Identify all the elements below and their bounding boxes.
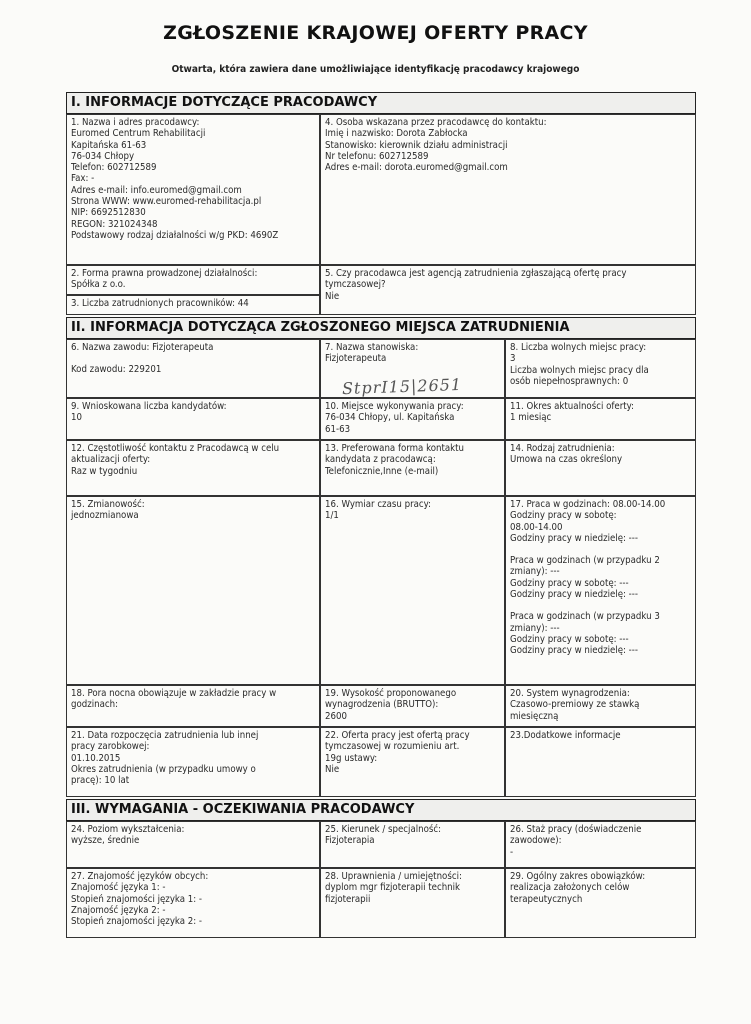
field-value-line: wynagrodzenia (BRUTTO): xyxy=(325,699,439,711)
field-value-line: dyplom mgr fizjoterapii technik xyxy=(325,882,461,894)
field-label: 23.Dodatkowe informacje xyxy=(510,730,621,741)
field-label: 11. Okres aktualności oferty: xyxy=(510,401,634,412)
field-15-shifts xyxy=(66,496,320,685)
field-value-line xyxy=(510,544,691,555)
field-value-line: 01.10.2015 xyxy=(71,752,121,764)
field-label: 12. Częstotliwość kontaktu z Pracodawcą w celu xyxy=(71,443,280,454)
field-value-line: Okres zatrudnienia (w przypadku umowy o xyxy=(71,763,256,775)
field-label: 28. Uprawnienia / umiejętności: xyxy=(325,871,462,882)
field-value-line: 76-034 Chłopy xyxy=(71,150,135,162)
field-11-validity-period xyxy=(505,398,696,440)
field-value-line: 1 miesiąc xyxy=(510,412,552,424)
field-value-line: 19g ustawy: xyxy=(325,752,378,764)
field-value-line: fizjoterapii xyxy=(325,893,371,905)
field-17-working-hours xyxy=(505,496,696,685)
field-label: 5. Czy pracodawca jest agencją zatrudnienia zgłaszającą ofertę pracy xyxy=(325,268,627,279)
field-label: 13. Preferowana forma kontaktu xyxy=(325,443,465,454)
field-value-line: miesięczną xyxy=(510,710,559,722)
field-label: 21. Data rozpoczęcia zatrudnienia lub innej xyxy=(71,730,259,741)
field-value-line: tymczasowej w rozumieniu art. xyxy=(325,741,460,753)
field-value-line: NIP: 6692512830 xyxy=(71,207,146,219)
field-27-languages xyxy=(66,868,320,938)
field-label: 6. Nazwa zawodu: Fizjoterapeuta xyxy=(71,342,214,353)
section-heading-employer: I. INFORMACJE DOTYCZĄCE PRACODAWCY xyxy=(66,92,696,114)
field-3-employee-count xyxy=(66,295,320,315)
document-title: ZGŁOSZENIE KRAJOWEJ OFERTY PRACY xyxy=(163,22,588,44)
document-subtitle: Otwarta, która zawiera dane umożliwiające identyfikację pracodawcy krajowego xyxy=(171,64,580,75)
field-8-vacancies xyxy=(505,339,696,398)
field-21-start-date xyxy=(66,727,320,797)
field-value-line: Spółka z o.o. xyxy=(71,279,126,291)
field-label: 24. Poziom wykształcenia: xyxy=(71,824,185,835)
field-28-qualifications xyxy=(320,868,505,938)
field-value-line: Godziny pracy w niedzielę: --- xyxy=(510,589,639,601)
field-value-line: Telefon: 602712589 xyxy=(71,162,157,174)
field-1-employer-name-address xyxy=(66,114,320,265)
field-label: 2. Forma prawna prowadzonej działalności: xyxy=(71,268,258,279)
field-label: 1. Nazwa i adres pracodawcy: xyxy=(71,117,200,128)
field-label: 26. Staż pracy (doświadczenie xyxy=(510,824,642,835)
field-value-line: Adres e-mail: info.euromed@gmail.com xyxy=(71,184,242,196)
field-value-line xyxy=(71,353,315,364)
field-value-line: Znajomość języka 2: - xyxy=(71,904,166,916)
field-value-line: Nie xyxy=(325,290,340,302)
field-22-temporary-offer xyxy=(320,727,505,797)
field-value-line: Nie xyxy=(325,763,340,775)
field-value-line: Praca w godzinach (w przypadku 3 xyxy=(510,611,660,623)
field-value-line: Nr telefonu: 602712589 xyxy=(325,150,429,162)
field-value-line: 3 xyxy=(510,353,516,365)
field-value-line: Godziny pracy w sobotę: xyxy=(510,510,617,522)
field-12-contact-frequency xyxy=(66,440,320,496)
field-4-contact-person xyxy=(320,114,696,265)
field-value-line: 1/1 xyxy=(325,510,339,522)
field-value-line: Adres e-mail: dorota.euromed@gmail.com xyxy=(325,162,508,174)
field-value-line: Liczba wolnych miejsc pracy dla xyxy=(510,364,649,376)
field-24-education xyxy=(66,821,320,868)
field-value-line: Godziny pracy w niedzielę: --- xyxy=(510,645,639,657)
field-value-line: wyższe, średnie xyxy=(71,835,140,847)
field-value-line: Kapitańska 61-63 xyxy=(71,139,147,151)
field-25-specialization xyxy=(320,821,505,868)
field-label: 20. System wynagrodzenia: xyxy=(510,688,630,699)
field-29-duties xyxy=(505,868,696,938)
field-value-line: Umowa na czas określony xyxy=(510,454,623,466)
field-value-line: Kod zawodu: 229201 xyxy=(71,364,162,376)
field-18-night-hours xyxy=(66,685,320,727)
section-heading-workplace: II. INFORMACJA DOTYCZĄCA ZGŁOSZONEGO MIEJSCA ZATRUDNIENIA xyxy=(66,317,696,339)
field-value-line: zawodowe): xyxy=(510,835,562,847)
field-value-line: 10 xyxy=(71,412,82,424)
offer-form xyxy=(66,92,696,942)
field-19-salary xyxy=(320,685,505,727)
field-14-employment-type xyxy=(505,440,696,496)
field-value-line: pracę): 10 lat xyxy=(71,775,130,787)
field-value-line: Fizjoterapeuta xyxy=(325,353,387,365)
field-2-legal-form xyxy=(66,265,320,295)
field-value-line: Stopień znajomości języka 2: - xyxy=(71,916,203,928)
field-value-line: Imię i nazwisko: Dorota Zabłocka xyxy=(325,128,468,140)
field-5-temp-agency xyxy=(320,265,696,315)
field-label: 19. Wysokość proponowanego xyxy=(325,688,457,699)
field-16-working-time xyxy=(320,496,505,685)
field-label: 17. Praca w godzinach: 08.00-14.00 xyxy=(510,499,666,510)
field-value-line: tymczasowej? xyxy=(325,279,386,291)
field-value-line: zmiany): --- xyxy=(510,622,560,634)
field-value-line: Raz w tygodniu xyxy=(71,465,138,477)
field-value-line: osób niepełnosprawnych: 0 xyxy=(510,375,629,387)
field-label: 14. Rodzaj zatrudnienia: xyxy=(510,443,615,454)
field-label: 25. Kierunek / specjalność: xyxy=(325,824,442,835)
field-value-line: realizacja założonych celów xyxy=(510,882,630,894)
field-value-line xyxy=(510,600,691,611)
field-value-line: Strona WWW: www.euromed-rehabilitacja.pl xyxy=(71,196,262,208)
field-9-candidate-count xyxy=(66,398,320,440)
field-label: 10. Miejsce wykonywania pracy: xyxy=(325,401,464,412)
field-value-line: pracy zarobkowej: xyxy=(71,741,150,753)
field-value-line: Fax: - xyxy=(71,173,95,185)
field-value-line: aktualizacji oferty: xyxy=(71,454,151,466)
field-label: 8. Liczba wolnych miejsc pracy: xyxy=(510,342,647,353)
field-value-line: Godziny pracy w sobotę: --- xyxy=(510,577,629,589)
field-value-line: - xyxy=(510,846,514,858)
field-value-line: Stopień znajomości języka 1: - xyxy=(71,893,203,905)
field-value-line: Stanowisko: kierownik działu administracji xyxy=(325,139,508,151)
field-value-line: Euromed Centrum Rehabilitacji xyxy=(71,128,206,140)
field-value-line: 61-63 xyxy=(325,423,351,435)
field-label: 15. Zmianowość: xyxy=(71,499,145,510)
field-13-contact-form xyxy=(320,440,505,496)
field-value-line: jednozmianowa xyxy=(71,510,139,522)
field-value-line: terapeutycznych xyxy=(510,893,583,905)
field-value-line: REGON: 321024348 xyxy=(71,218,158,230)
field-label: 7. Nazwa stanowiska: xyxy=(325,342,419,353)
field-value-line: Fizjoterapia xyxy=(325,835,375,847)
field-value-line: 08.00-14.00 xyxy=(510,521,563,533)
field-value-line: Godziny pracy w sobotę: --- xyxy=(510,633,629,645)
field-value-line: Znajomość języka 1: - xyxy=(71,882,166,894)
field-value-line: Praca w godzinach (w przypadku 2 xyxy=(510,555,660,567)
field-label: 4. Osoba wskazana przez pracodawcę do kontaktu: xyxy=(325,117,547,128)
field-6-occupation xyxy=(66,339,320,398)
handwritten-annotation: StprI15|2651 xyxy=(341,374,463,399)
section-heading-requirements: III. WYMAGANIA - OCZEKIWANIA PRACODAWCY xyxy=(66,799,696,821)
field-label: 29. Ogólny zakres obowiązków: xyxy=(510,871,646,882)
field-label: 18. Pora nocna obowiązuje w zakładzie pracy w xyxy=(71,688,277,699)
field-value-line: 2600 xyxy=(325,710,347,722)
field-20-pay-system xyxy=(505,685,696,727)
field-value-line: kandydata z pracodawcą: xyxy=(325,454,436,466)
field-value-line: 76-034 Chłopy, ul. Kapitańska xyxy=(325,412,455,424)
field-value-line: zmiany): --- xyxy=(510,566,560,578)
field-label: 3. Liczba zatrudnionych pracowników: 44 xyxy=(71,298,249,309)
field-23-additional-info xyxy=(505,727,696,797)
field-label: 27. Znajomość języków obcych: xyxy=(71,871,209,882)
field-value-line: Godziny pracy w niedzielę: --- xyxy=(510,532,639,544)
field-value-line: Podstawowy rodzaj działalności w/g PKD: 4690Z xyxy=(71,229,279,241)
field-label: 22. Oferta pracy jest ofertą pracy xyxy=(325,730,470,741)
field-value-line: Czasowo-premiowy ze stawką xyxy=(510,699,640,711)
field-26-experience xyxy=(505,821,696,868)
field-label: 9. Wnioskowana liczba kandydatów: xyxy=(71,401,227,412)
field-label: 16. Wymiar czasu pracy: xyxy=(325,499,431,510)
field-value-line: Telefonicznie,Inne (e-mail) xyxy=(325,465,439,477)
field-value-line: godzinach: xyxy=(71,699,119,711)
field-10-work-location xyxy=(320,398,505,440)
